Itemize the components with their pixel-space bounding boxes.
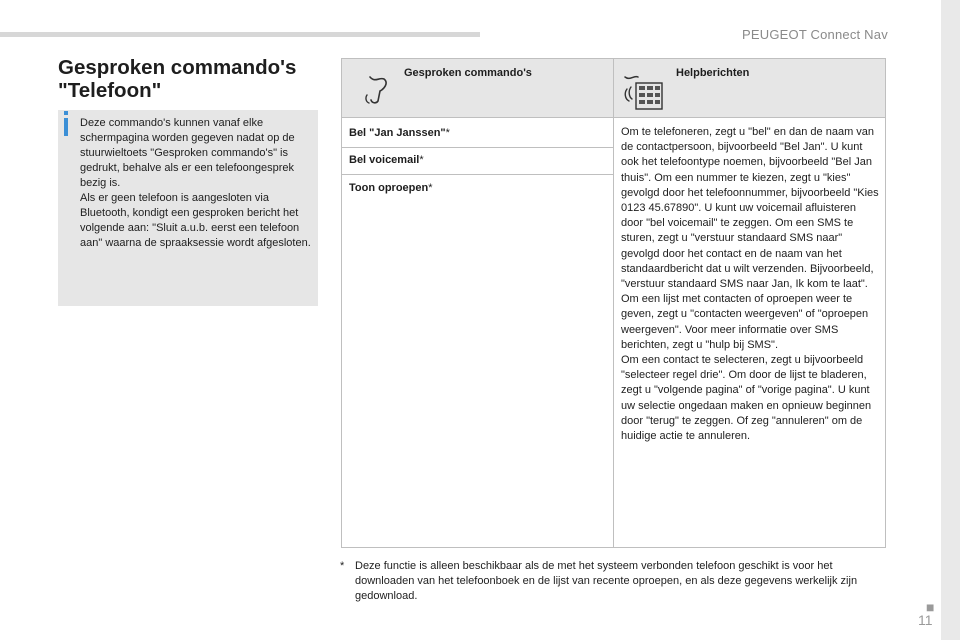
command-label: Bel voicemail* bbox=[349, 154, 424, 166]
info-icon bbox=[64, 118, 68, 136]
help-message-icon bbox=[622, 71, 668, 111]
footnote-mark: * bbox=[340, 560, 345, 572]
side-marker: ■ bbox=[926, 599, 935, 615]
column-header-commands: Gesproken commando's bbox=[404, 67, 532, 79]
help-message-text: Om te telefoneren, zegt u "bel" en dan de naam van de contactpersoon, bijvoorbeeld "Bel Jan". U kunt ook het telefoontype noemen, bijvoorbeeld "Bel Jan thuis". Om een nummer te kiezen, zegt u "kies" gevolgd door het telefoonnummer, bijvoorbeeld "Kies 0123 45.67890". U kunt uw voicemail afluisteren door "bel voicemail" te zeggen. Om een SMS te sturen, zegt u "verstuur standaard SMS naar" gevolgd door het contact en de naam van het standaardbericht dat u wilt verzenden. Bijvoorbeeld, "verstuur standaard SMS naar Jan, Ik kom te laat". Om een lijst met contacten of oproepen weer te geven, zegt u "contacten weergeven" of "oproepen weergeven". Voor meer informatie over SMS berichten, zegt u "hulp bij SMS". Om een contact te selecteren, zegt u bijvoorbeeld "selecteer regel drie". Om door de lijst te bladeren, zegt u "volgende pagina" of "vorige pagina". U kunt uw selectie ongedaan maken en opnieuw beginnen door "terug" te zeggen. Of zeg "annuleren" om de huidige actie te annuleren. bbox=[621, 126, 879, 443]
voice-command-table bbox=[341, 58, 886, 548]
brand-label: PEUGEOT Connect Nav bbox=[742, 27, 888, 42]
header-rule bbox=[0, 32, 480, 37]
info-text: Deze commando's kunnen vanaf elke schermpagina worden gegeven nadat op de stuurwieltoets "Gesproken commando's" is gedrukt, behalve als er een telefoongesprek bezig is. Als er geen telefoon is aangesloten via Bluetooth, kondigt een gesproken bericht het volgende aan: "Sluit a.u.b. eerst een telefoon aan" waarna de spraaksessie wordt afgesloten. bbox=[80, 117, 311, 249]
table-row bbox=[342, 119, 613, 148]
footnote-text: Deze functie is alleen beschikbaar als de met het systeem verbonden telefoon geschikt is voor het downloaden van het telefoonboek en de lijst van recente oproepen, en als deze gegevens werkelijk zijn gedownload. bbox=[355, 560, 858, 602]
command-label: Bel "Jan Janssen"* bbox=[349, 127, 450, 139]
command-label: Toon oproepen* bbox=[349, 182, 433, 194]
column-header-help: Helpberichten bbox=[676, 67, 750, 79]
column-divider bbox=[613, 59, 614, 547]
voice-command-icon bbox=[364, 73, 390, 105]
side-strip bbox=[941, 0, 960, 640]
table-row bbox=[342, 175, 613, 205]
section-title: Gesproken commando's "Telefoon" bbox=[58, 56, 297, 102]
page-number: 11 bbox=[918, 612, 933, 628]
info-box bbox=[58, 110, 318, 306]
table-row bbox=[342, 148, 613, 175]
